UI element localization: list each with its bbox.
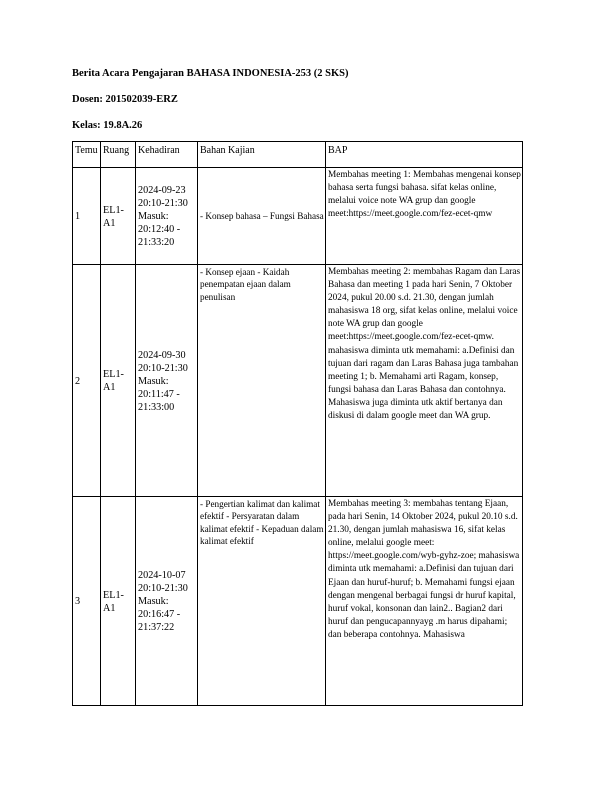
document-title: Berita Acara Pengajaran BAHASA INDONESIA-253 (2 SKS) bbox=[72, 68, 349, 79]
header-bap: BAP bbox=[326, 142, 523, 168]
cell-ruang: EL1-A1 bbox=[101, 497, 136, 706]
cell-bahan-kajian: - Konsep bahasa – Fungsi Bahasa bbox=[198, 168, 326, 265]
cell-bap: Membahas meeting 3: membahas tentang Ejaan, pada hari Senin, 14 Oktober 2024, pukul 20.10 s.d. 21.30, dengan jumlah mahasiswa 16, sifat kelas online, melalui google meet: https://meet.google.com/wyb-gyhz-zoe; mahasiswa diminta utk memahami: a.Definisi dan tujuan dari Ejaan dan huruf-huruf; b. Memahami fungsi ejaan dengan mengenal berbagai fungsi dr huruf kapital, huruf vokal, konsonan dan lain2.. Bagian2 dari huruf dan pengucapannyayg .m harus dipahami; dan beberapa contohnya. Mahasiswa bbox=[326, 497, 523, 706]
header-ruang: Ruang bbox=[101, 142, 136, 168]
cell-kehadiran: 2024-09-30 20:10-21:30 Masuk: 20:11:47 - 21:33:00 bbox=[136, 265, 198, 497]
cell-bahan-kajian: - Konsep ejaan - Kaidah penempatan ejaan dalam penulisan bbox=[198, 265, 326, 497]
cell-kehadiran: 2024-10-07 20:10-21:30 Masuk: 20:16:47 - 21:37:22 bbox=[136, 497, 198, 706]
table-row bbox=[73, 497, 523, 706]
cell-ruang: EL1-A1 bbox=[101, 168, 136, 265]
table-row bbox=[73, 265, 523, 497]
lecturer-label: Dosen: 201502039-ERZ bbox=[72, 94, 178, 105]
cell-temu: 2 bbox=[73, 265, 101, 497]
cell-bap: Membahas meeting 2: membahas Ragam dan Laras Bahasa dan meeting 1 pada hari Senin, 7 Oktober 2024, pukul 20.00 s.d. 21.30, dengan jumlah mahasiswa 18 org, sifat kelas online, melalui voice note WA grup dan google meet:https://meet.google.com/fez-ecet-qmw. mahasiswa diminta utk memahami: a.Definisi dan tujuan dari ragam dan Laras Bahasa juga tambahan meeting 1; b. Memahami arti Ragam, konsep, fungsi bahasa dan Laras Bahasa dan contohnya. Mahasiswa juga diminta utk aktif bertanya dan diskusi di dalam google meet dan WA grup. bbox=[326, 265, 523, 497]
class-label: Kelas: 19.8A.26 bbox=[72, 120, 143, 131]
cell-bahan-kajian: - Pengertian kalimat dan kalimat efektif - Persyaratan dalam kalimat efektif - Kepaduan dalam kalimat efektif bbox=[198, 497, 326, 706]
header-bahan-kajian: Bahan Kajian bbox=[198, 142, 326, 168]
cell-temu: 3 bbox=[73, 497, 101, 706]
cell-ruang: EL1-A1 bbox=[101, 265, 136, 497]
table-header-row bbox=[73, 142, 523, 168]
table-row bbox=[73, 168, 523, 265]
cell-kehadiran: 2024-09-23 20:10-21:30 Masuk: 20:12:40 - 21:33:20 bbox=[136, 168, 198, 265]
header-temu: Temu bbox=[73, 142, 101, 168]
cell-bap: Membahas meeting 1: Membahas mengenai konsep bahasa serta fungsi bahasa. sifat kelas online, melalui voice note WA grup dan google meet:https://meet.google.com/fez-ecet-qmw bbox=[326, 168, 523, 265]
teaching-record-table bbox=[72, 141, 523, 706]
header-kehadiran: Kehadiran bbox=[136, 142, 198, 168]
cell-temu: 1 bbox=[73, 168, 101, 265]
